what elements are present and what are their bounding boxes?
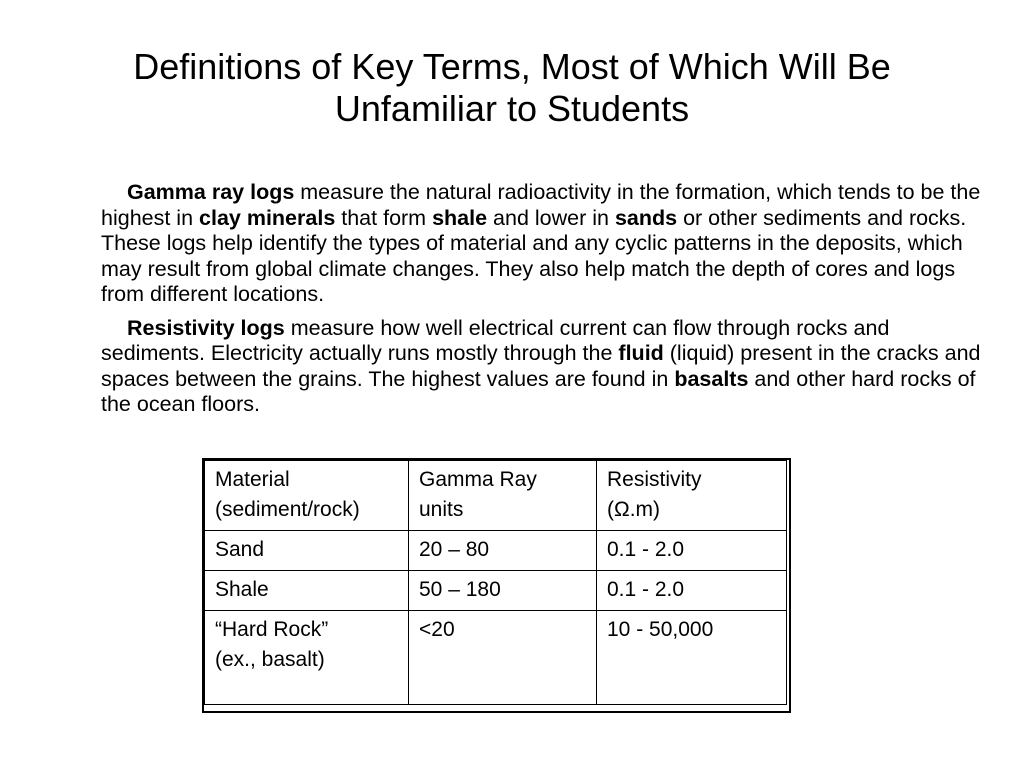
title-line-2: Unfamiliar to Students [334,88,690,129]
header-cell-gamma [409,461,597,531]
table-cell: <20 [409,611,597,705]
gamma-text-2: that form [335,205,433,230]
header-resistivity-line1: Resistivity [607,468,702,491]
term-gamma-ray-logs: Gamma ray logs [127,180,295,204]
resistivity-text-3: and other hard rocks of the ocean floors. [101,366,976,416]
header-resistivity-line2: (Ω.m) [607,498,661,521]
resistivity-text-2: (liquid) present in the cracks and spaces between the grains. The highest values are found in [101,341,981,391]
table-cell: 50 – 180 [409,571,597,611]
table-cell: Sand [205,531,409,571]
gamma-text-1: measure the natural radioactivity in the formation, which tends to be the highest in [101,180,981,230]
table-cell: 0.1 - 2.0 [597,571,787,611]
resistivity-text-1: measure how well electrical current can flow through rocks and sediments. Electricity actually runs mostly through the [101,315,890,365]
table-cell: 10 - 50,000 [597,611,787,705]
header-material-line1: Material [215,468,290,491]
hard-rock-line1: “Hard Rock” [215,618,329,641]
term-sands: sands [614,205,678,230]
slide-body [101,180,981,426]
title-line-1: Definitions of Key Terms, Most of Which Will Be [133,46,891,87]
hard-rock-line2: (ex., basalt) [215,648,325,671]
header-cell-material [205,461,409,531]
slide-title [40,46,984,130]
table-cell: 20 – 80 [409,531,597,571]
term-fluid: fluid [618,341,664,365]
header-gamma-line2: units [419,498,464,521]
term-shale: shale [432,205,488,230]
term-clay-minerals: clay minerals [199,205,336,230]
gamma-text-3: and lower in [487,205,615,230]
term-resistivity-logs: Resistivity logs [127,315,285,340]
term-basalts: basalts [674,366,749,391]
header-material-line2: (sediment/rock) [215,498,360,521]
material-table [204,460,787,705]
table-row [205,531,787,571]
table-cell [205,611,409,705]
resistivity-paragraph [101,316,981,418]
table-row [205,571,787,611]
table-cell: Shale [205,571,409,611]
header-cell-resistivity [597,461,787,531]
table-row [205,611,787,705]
header-gamma-line1: Gamma Ray [419,468,537,491]
gamma-text-4: or other sediments and rocks. These logs help identify the types of material and any cyclic patterns in the deposits, which may result from global climate changes. They also help match the depth of cores and logs from different locations. [101,205,967,306]
gamma-ray-paragraph [101,180,981,308]
table-header-row [205,461,787,531]
table-cell: 0.1 - 2.0 [597,531,787,571]
